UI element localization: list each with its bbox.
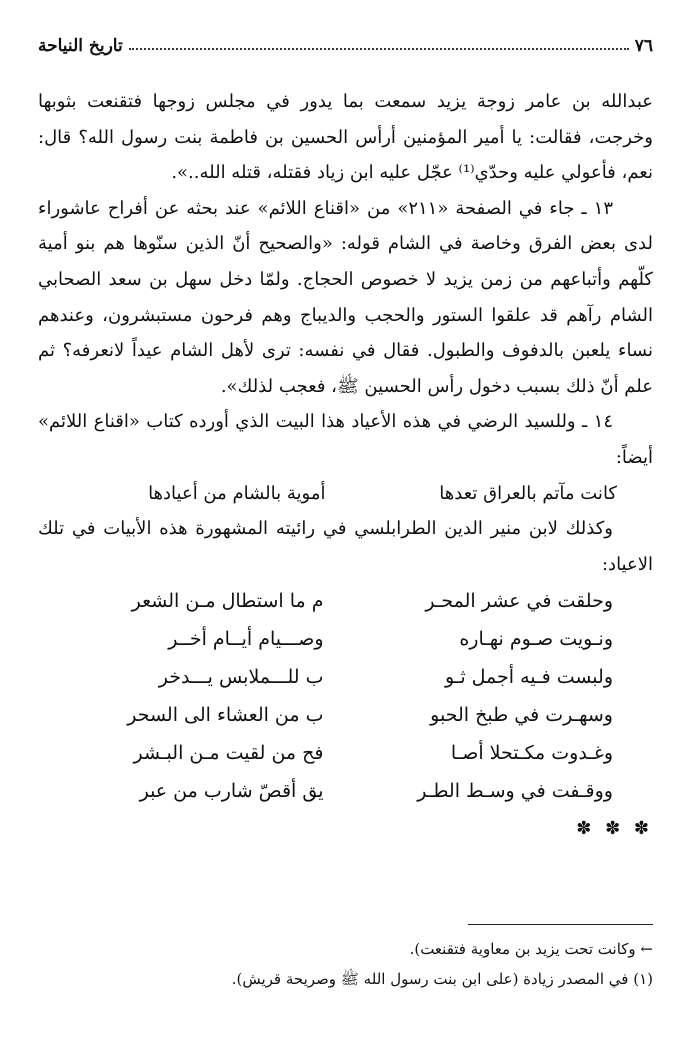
header-dot-leader [129, 48, 629, 50]
poem-first-hemistich: وحلقت في عشر المحـر [425, 589, 613, 612]
page-number: ٧٦ [634, 36, 653, 56]
verse-second-hemistich: أموية بالشام من أعيادها [148, 482, 326, 504]
poem-first-hemistich: ولبست فـيه أجمل ثـو [444, 665, 613, 688]
poem-first-hemistich: وسهـرت في طبخ الحبو [430, 703, 613, 726]
paragraph-13: ١٣ ـ جاء في الصفحة «٢١١» من «اقناع اللائم» عند بحثه عن أفراح عاشوراء لدى بعض الفرق وخاصة في الشام قوله: «والصحيح أنّ الذين سنّوها هم بنو أمية كلّهم وأتباعهم من زمن يزيد لا خصوص الحجاج. ولمّا دخل سهل بن سعد الصحابي الشام رآهم قد علقوا الستور والحجب والديباج وهم فرحون مستبشرون، وعندهم نساء يلعبن بالدفوف والطبول. فقال في نفسه: ترى لأهل الشام عيداً لانعرفه؟ ثم علم أنّ ذلك بسبب دخول رأس الحسين ﷺ، فعجب لذلك». [38, 197, 653, 397]
paragraph-continuation: عبدالله بن عامر زوجة يزيد سمعت بما يدور في مجلس زوجها فتقنعت بثوبها وخرجت، فقالت: يا أمير المؤمنين أرأس الحسين بن فاطمة بنت رسول الله؟ قال: نعم، فأعولي عليه وحدّي⁽¹⁾ عجّل عليه ابن زياد فقتله، قتله الله..». [38, 91, 653, 184]
paragraph-14: ١٤ ـ وللسيد الرضي في هذه الأعياد هذا البيت الذي أورده كتاب «اقناع اللائم» أيضاً: [38, 411, 653, 468]
poem-row [38, 620, 653, 658]
poem-first-hemistich: ووقـفت في وسـط الطـر [417, 779, 613, 802]
running-header [38, 30, 653, 56]
poem-second-hemistich: م ما استطال مـن الشعر [131, 589, 324, 612]
main-text [38, 84, 653, 848]
poem [38, 582, 653, 810]
poem-row [38, 696, 653, 734]
verse-line [38, 476, 653, 512]
footnote-rule [468, 924, 653, 925]
poem-second-hemistich: ب من العشاء الى السحر [127, 703, 324, 726]
footnote-1: (١) في المصدر زيادة (على ابن بنت رسول الله ﷺ وصريحة قريش). [231, 970, 653, 988]
poem-first-hemistich: وغـدوت مكـتحلا أصـا [450, 741, 613, 764]
poem-second-hemistich: ب للـــملابس يـــدخر [158, 665, 324, 688]
poem-row [38, 658, 653, 696]
poem-row [38, 734, 653, 772]
poem-second-hemistich: فح من لقيت مـن البـشر [133, 741, 324, 764]
paragraph-poem-intro: وكذلك لابن منير الدين الطرابلسي في رائيته المشهورة هذه الأبيات في تلك الاعياد: [38, 518, 653, 575]
section-separator: ✽ ✽ ✽ [576, 818, 653, 840]
poem-row [38, 582, 653, 620]
footnote-continuation: ← وكانت تحت يزيد بن معاوية فتقنعت). [409, 940, 653, 958]
poem-second-hemistich: وصـــيام أيــام أخــر [168, 627, 324, 650]
poem-row [38, 772, 653, 810]
poem-second-hemistich: يق أقصّ شارب من عبر [139, 779, 324, 802]
verse-first-hemistich: كانت مآتم بالعراق تعدها [439, 482, 617, 504]
poem-first-hemistich: ونـويت صـوم نهـاره [459, 627, 613, 650]
running-title: تاريخ النياحة [38, 36, 123, 56]
footnotes [38, 934, 653, 994]
